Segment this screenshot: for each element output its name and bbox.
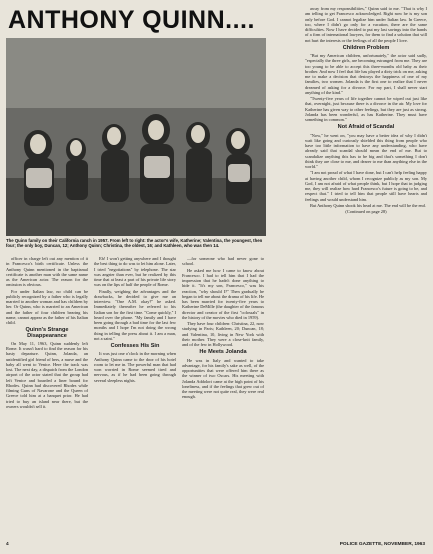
paragraph: "But my American children, unfortunately," the actor said sadly, "especially the three girls, are becoming estranged from me. They are too young to be able to accept this three-months old baby as their brother. And now I feel that life has played a dirty trick on me, asking me to make a decision that destroys the happiness of one of my families, two women. Jolanda is the first one to realize that I never dreamed of asking for a divorce. For my part, I shall never start anything of the kind." <box>305 53 427 95</box>
paragraph: "Now," he went on, "you may have a better idea of why I didn't wait like going and curiously shielded this thing from people who have too little information to have any understanding, who have already said that scandal should mean the end of me. But to scandalize anything this has to be big and that's something I don't think they are close to me, and dearer to me than anything else in the world." <box>305 132 427 169</box>
paragraph: Eh! I won't getting anywhere and I thought the best thing to do was to let him alone. Later, I tried "negotiations" by telephone. The star was angrier than ever, but he realized by this time that at least a part of his private life story was on the lips of half the people of Rome. <box>94 256 176 288</box>
paragraph: He asked me how I came to know about Francesco. I had to tell him that I had the impression that he hadn't done anything to hide it. "It's my son, Francesco," was his reaction, "why should I?" Then gradually he began to tell me about the drama of his life. He has been married for twenty-five years to Katherine DeMille (the daughter of the famous director and creator of the first "colossals" in the history of the movies who died in 1959). <box>182 267 264 320</box>
paragraph: away from my responsibilities," Quinn said to me. "That is why I am telling to get Francesco acknowledged. Right now he is my son only before God. I cannot legalize him under Italian law. In Greece, too, where I didn't go only for a vacation, there are the same difficulties. Now I have decided to put my last savings into the hands of a firm of international lawyers, for them to find a solution that will not hurt the interests or the feelings of all the people I love. <box>305 6 427 43</box>
paragraph: For under Italian law, no child can be publicly recognized by a father who is legally married to another woman and has children by her. Or Quinn, who is married to an American and the father of four children bearing his name, cannot appear as the father of his Italian child. <box>6 288 88 325</box>
subheading: Not Afraid of Scandal <box>337 124 395 131</box>
subheading: Quinn's Strange Disappearance <box>25 327 69 339</box>
paragraph: —for someone who had never gone to school. <box>182 256 264 267</box>
continued-note: (Continued on page 28) <box>345 209 387 214</box>
column-1 <box>6 256 88 536</box>
subheading: He Meets Jolanda <box>199 349 247 356</box>
magazine-footer: POLICE GAZETTE, NOVEMBER, 1963 <box>339 542 425 547</box>
paragraph: Finally, weighing the advantages and the drawbacks, he decided to give me an interview. "One A.M. okay?" he asked. Immediately thereafter he referred to his Italian son for the first time. "Come quickly," I heard over the phone. "My family and I have been going through a bad time for the last few months and I hope I'm not doing the wrong thing in telling the press about it. I am a man, not a saint." <box>94 288 176 341</box>
paragraph: They have four children: Christina, 22, now studying in Paris; Kathleen, 20; Duncan, 18; and Valentina, 10, living in New York with their mother. They were a close-knit family, and of the few in Hollywood. <box>182 321 264 347</box>
page-number: 4 <box>6 542 9 547</box>
paragraph: officer in charge left out any mention of it in Francesco's birth certificate. Unless the Anthony Quinn mentioned in the baptismal certificate is another man with the same name as the American actor. The reason for the omission is obvious. <box>6 256 88 288</box>
paragraph: He was in Italy and wanted to take advantage, for his family's sake as well, of the opportunities that were offered him there as the winner of two Oscars. His meeting with Jolanda Addolori came at the high point of his loneliness, and if the feelings that grew out of the meeting were not quite real, they were real enough. <box>182 357 264 400</box>
family-photo-illustration <box>6 38 266 236</box>
photo-caption: The Quinn family on their California ranch in 1957. From left to right: the actor's wife, Katherine; Valentina, the youngest, then four; the only boy, Duncan, 12; Anthony Quinn; Christina, the oldest, 16; and Kathleen, who was then 14. <box>6 238 263 249</box>
column-4 <box>305 6 427 536</box>
paragraph: But Anthony Quinn shook his head at me. The end will be the end. <box>310 202 426 208</box>
article-title: ANTHONY QUINN.... <box>8 6 255 34</box>
paragraph: On May 11, 1963, Quinn suddenly left Rome. It wasn't hard to find the reason for his hasty departure. Quinn, Jolanda, an unidentified girl friend of hers, a nurse and the baby all went to Venice. Here the track was lost. The next day, a dispatch from the London airport of the actor stated that the group had left Venice and boarded a liner bound for Rhodes. Quinn had discovered Rhodes while filming Guns of Navarone and the Queen of Greece told him at a banquet prior. He had tried to buy an island near there, but the owners wouldn't sell it. <box>6 340 88 409</box>
paragraph: It was just one o'clock in the morning when Anthony Quinn came to the door of his hotel room to let me in. The powerful man that had won worried in Rome seemed tired and nervous, as if he had been going through several sleepless nights. <box>94 351 176 383</box>
family-photo <box>6 38 266 236</box>
column-2 <box>94 256 176 536</box>
paragraph: "Twenty-five years of life together cannot be wiped out just like that, overnight, just because there is a divorce in the air. My love for Katherine has given way to other feelings, but they are just as strong. Jolanda has been wonderful, as has Katherine. They must have something in common." <box>305 96 427 122</box>
paragraph: "I am not proud of what I have done, but I can't help feeling happy at having another child, whom I recognize publicly as my son. My God, I am not afraid of what people think, but I hope that in judging me, they will realize how hard Francesco's future is going to be, and respect that." I tried to tell him that people still have hearts and feelings and would understand him. <box>305 170 427 202</box>
subheading: Children Problem <box>342 44 390 51</box>
subheading: Confesses His Sin <box>110 343 160 349</box>
column-3 <box>182 256 264 536</box>
